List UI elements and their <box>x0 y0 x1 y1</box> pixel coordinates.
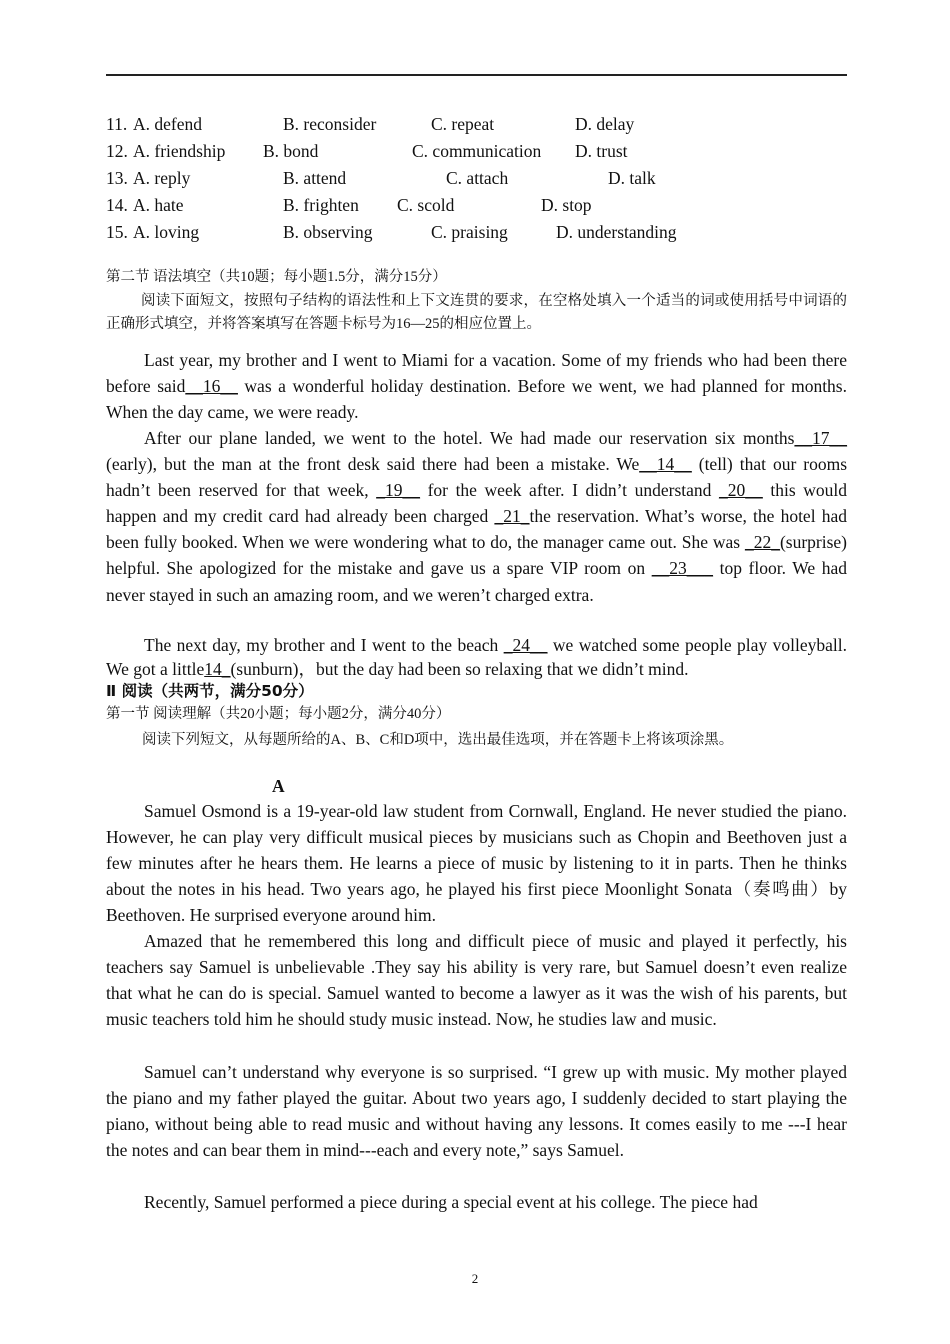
passage-text: (tell) that our rooms hadn’t been reserved for that week, <box>106 454 847 501</box>
blank-19: _19__ <box>376 480 420 501</box>
blank-24: _24__ <box>503 635 548 655</box>
choice-number: 11. <box>106 114 128 134</box>
passage-text: this would happen and my credit card had already been charged <box>106 480 847 527</box>
reading-section-title: Ⅱ 阅读（共两节，满分50分） <box>106 682 314 700</box>
choice-option-a: A. defend <box>133 114 203 134</box>
choice-row-11 <box>106 113 847 140</box>
blank-21: _21_ <box>494 506 530 527</box>
choice-number: 15. <box>106 222 128 242</box>
choice-row-13 <box>106 167 847 194</box>
passage-text: (surprise) helpful. She apologized for the mistake and gave us a spare VIP room on <box>106 532 847 579</box>
choice-option-b: B. frighten <box>283 195 359 215</box>
choice-option-a: A. friendship <box>133 141 226 161</box>
passage-text: (early), but the man at the front desk said there had been a mistake. We <box>106 454 640 475</box>
grammar-paragraph-2 <box>106 425 847 608</box>
choice-number: 14. <box>106 195 128 215</box>
choice-option-b: B. reconsider <box>283 114 377 134</box>
reading-paragraph-4: Recently, Samuel performed a piece during a special event at his college. The piece had <box>144 1192 758 1212</box>
choice-option-c: C. attach <box>446 168 509 188</box>
blank-16: __16__ <box>185 376 238 397</box>
blank-22: _22_ <box>744 532 780 553</box>
reading-paragraph-1: Samuel Osmond is a 19-year-old law student from Cornwall, England. He never studied the piano. However, he can play very difficult musical pieces by musicians such as Chopin and Beethoven just a few minutes after he hears them. He learns a piece of music by listening to it in parts. Then he thinks about the notes in his head. Two years ago, he played his first piece Moonlight Sonata（奏鸣曲）by Beethoven. He surprised everyone around him. <box>106 801 847 926</box>
choice-number: 13. <box>106 168 128 188</box>
choice-row-14 <box>106 194 847 221</box>
reading-paragraph-2: Amazed that he remembered this long and difficult piece of music and played it perfectly, his teachers say Samuel is unbelievable .They say his ability is very rare, but Samuel doesn’t even realize that what he can do is special. Samuel wanted to become a lawyer as it was the wish of his parents, but music teachers told him he should study music instead. Now, he studies law and music. <box>106 931 847 1030</box>
reading-instruction: 阅读下列短文，从每题所给的A、B、C和D项中，选出最佳选项，并在答题卡上将该项涂黑。 <box>142 732 734 748</box>
grammar-instruction: 阅读下面短文，按照句子结构的语法性和上下文连贯的要求，在空格处填入一个适当的词或使用括号中词语的正确形式填空，并将答案填写在答题卡标号为16—25的相应位置上。 <box>106 293 847 332</box>
passage-text: Last year, my brother and I went to Miami for a vacation. Some of my friends who had been there before said <box>106 350 847 397</box>
choice-number: 12. <box>106 141 128 161</box>
reading-paragraph-3: Samuel can’t understand why everyone is so surprised. “I grew up with music. My mother played the piano and my father played the guitar. About two years ago, I suddenly decided to start playing the piano, without being able to read music and without having any lessons. It comes easily to me ---I hear the notes and can bear them in mind---each and every note,” says Samuel. <box>106 1062 847 1161</box>
choice-option-b: B. bond <box>263 141 319 161</box>
passage-label: A <box>272 776 285 796</box>
passage-text: (sunburn)，but the day had been so relaxing that we didn’t mind. <box>230 658 689 679</box>
choice-row-15 <box>106 221 847 248</box>
choice-option-a: A. reply <box>133 168 191 188</box>
grammar-paragraph-1 <box>106 347 847 425</box>
reading-sub-heading: 第一节 阅读理解（共20小题；每小题2分，满分40分） <box>106 706 451 722</box>
page-number: 2 <box>471 1271 479 1286</box>
choice-option-a: A. hate <box>133 195 184 215</box>
blank-17: __17__ <box>794 428 847 448</box>
passage-text: The next day, my brother and I went to the beach <box>144 635 504 655</box>
passage-text: we watched some people play volleyball. We got a little <box>106 635 847 679</box>
passage-text: top floor. We had never stayed in such an amazing room, and we weren’t charged extra. <box>106 558 848 605</box>
choice-option-d: D. talk <box>608 168 656 188</box>
choice-option-b: B. observing <box>283 222 373 242</box>
choice-row-12 <box>106 140 847 167</box>
choice-option-c: C. scold <box>397 195 455 215</box>
blank-18: __14__ <box>639 454 692 475</box>
blank-25: 14_ <box>204 658 231 679</box>
choice-option-d: D. delay <box>575 114 635 134</box>
passage-text: for the week after. I didn’t understand <box>419 480 720 501</box>
passage-text: the reservation. What’s worse, the hotel had been fully booked. When we were wondering what to do, the manager came out. She was <box>106 506 847 553</box>
grammar-section-heading: 第二节 语法填空（共10题；每小题1.5分，满分15分） <box>106 269 447 285</box>
passage-text: was a wonderful holiday destination. Before we went, we had planned for months. When the day came, we were ready. <box>106 376 847 423</box>
choice-option-d: D. understanding <box>556 222 677 242</box>
choice-option-c: C. repeat <box>431 114 495 134</box>
choice-list <box>106 113 847 248</box>
choice-option-c: C. praising <box>431 222 508 242</box>
choice-option-a: A. loving <box>133 222 200 242</box>
choice-option-d: D. trust <box>575 141 628 161</box>
passage-text: After our plane landed, we went to the hotel. We had made our reservation six months <box>144 428 795 448</box>
choice-option-c: C. communication <box>412 141 542 161</box>
grammar-paragraph-3 <box>106 634 847 681</box>
blank-23: __23___ <box>651 558 713 579</box>
blank-20: _20__ <box>719 480 763 501</box>
top-rule <box>106 74 847 76</box>
choice-option-b: B. attend <box>283 168 347 188</box>
choice-option-d: D. stop <box>541 195 592 215</box>
